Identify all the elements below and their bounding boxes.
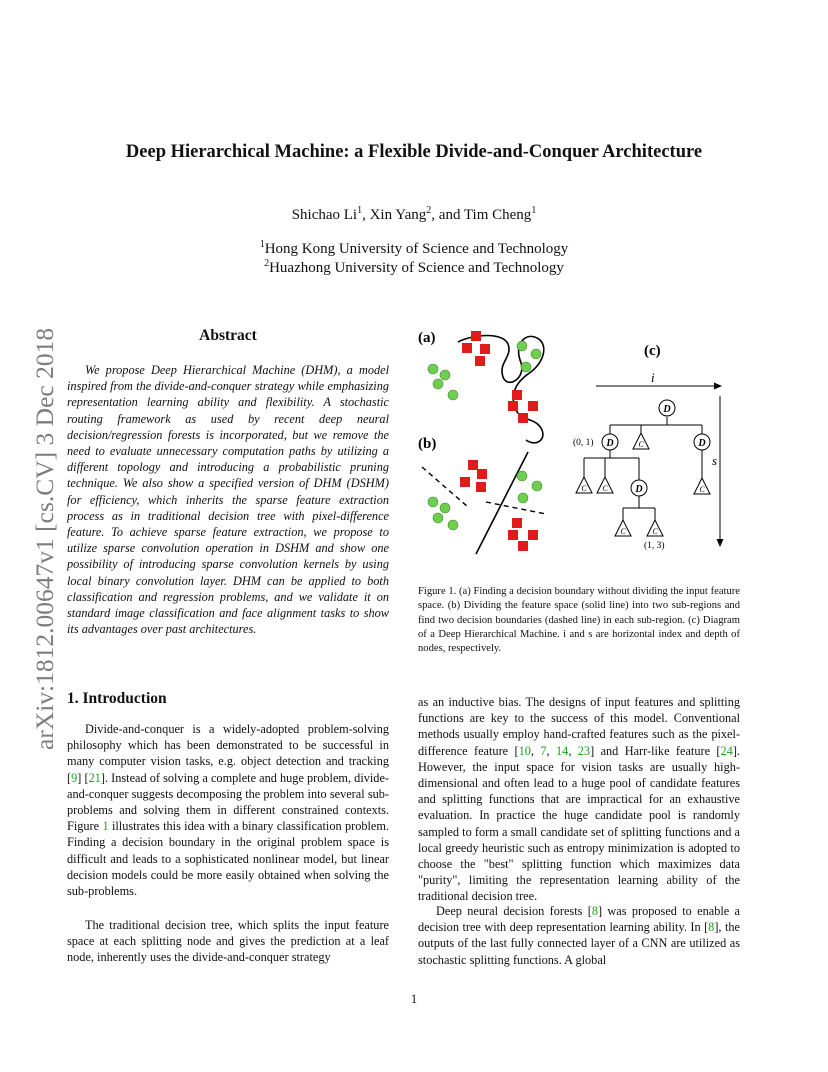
decision-node xyxy=(631,480,647,496)
citation-link[interactable]: 24 xyxy=(720,743,733,758)
text-run: Deep neural decision forests [ xyxy=(436,904,592,918)
decision-node-root xyxy=(659,400,675,416)
citation-link[interactable]: 8 xyxy=(708,920,715,935)
classifier-node-13 xyxy=(647,520,663,536)
classifier-node xyxy=(597,477,613,493)
axis-i-label: i xyxy=(651,370,655,385)
author-3: , and Tim Cheng xyxy=(431,207,532,223)
affiliation-1-marker: 1 xyxy=(259,239,265,250)
figure-1 xyxy=(418,322,748,557)
text-run: ]. However, the input space for vision tasks are usually high-dimensional and often lead to a huge pool of candidate features and splitting functions that are impractical for an exhaustive evaluation. In practice the huge candidate pool is randomly sampled to form a small candidate set of splitting functions and a local greedy heuristic such as entropy minimization is adopted to choose the "best" splitting function which maximizes data "purity", limiting the representation learning ability of the traditional decision tree. xyxy=(418,743,740,904)
decision-node xyxy=(694,434,710,450)
square-marker xyxy=(462,343,472,353)
text-run: ] was proposed to enable a decision tree with deep representation learning ability. In [ xyxy=(418,904,741,935)
axis-i-arrowhead xyxy=(714,383,722,390)
author-1: Shichao Li xyxy=(291,207,358,223)
intro-paragraph-right-1: as an inductive bias. The designs of input features and splitting functions are key to the success of this model. Conventional methods usually employ hand-crafted features such as the pixel-difference feature [10, 7, 14, 23] and Harr-like feature [24]. However, the input space for vision tasks are usually high-dimensional and often lead to a huge pool of candidate features and splitting functions that are impractical for an exhaustive evaluation. In practice the huge candidate pool is randomly sampled to form a small candidate set of splitting functions and a local greedy heuristic such as entropy minimization is adopted to choose the "best" splitting function which maximizes data "purity", limiting the representation learning ability of the traditional decision tree. xyxy=(418,695,740,904)
figure-caption: Figure 1. (a) Finding a decision boundary without dividing the input feature space. (b) Dividing the feature space (solid line) into two sub-regions and find two decision boundaries (dashed line) in each sub-region. (c) Diagram of a Deep Hierarchical Machine. i and s are horizontal index and depth of nodes, respectively. xyxy=(418,586,740,655)
affiliation-2 xyxy=(0,260,828,277)
circle-marker xyxy=(428,497,438,507)
author-2-affil: 2 xyxy=(426,205,432,216)
text-run: as an inductive bias. The designs of input features and splitting functions are key to the success of this model. Conventional methods usually employ hand-crafted features such as the pixel-difference feature [ xyxy=(418,695,740,758)
classifier-node xyxy=(633,433,649,449)
circle-marker xyxy=(440,503,450,513)
square-marker xyxy=(528,401,538,411)
page-number: 1 xyxy=(410,992,418,1006)
axis-s-label: s xyxy=(712,453,718,468)
square-marker xyxy=(468,460,478,470)
square-marker xyxy=(528,530,538,540)
node-label: D xyxy=(635,484,643,495)
tree-edges xyxy=(584,417,702,520)
circle-marker xyxy=(532,481,542,491)
node-label: C xyxy=(581,484,587,493)
class-circles-b xyxy=(428,471,542,530)
node-label: C xyxy=(699,485,705,494)
square-marker xyxy=(477,469,487,479)
figure-link[interactable]: 1 xyxy=(102,819,109,834)
axis-s-arrowhead xyxy=(717,539,724,547)
coord-label-01: (0, 1) xyxy=(573,438,594,448)
affiliation-2-marker: 2 xyxy=(264,258,270,269)
author-3-affil: 1 xyxy=(531,205,537,216)
citation-link[interactable]: 23 xyxy=(577,743,591,758)
classifier-node xyxy=(615,520,631,536)
intro-paragraph-right-2 xyxy=(418,903,740,968)
label-b: (b) xyxy=(418,436,437,452)
affiliation-1 xyxy=(0,241,828,258)
citation-link[interactable]: 14 xyxy=(556,743,569,758)
citation-link[interactable]: 7 xyxy=(540,743,547,758)
circle-marker xyxy=(433,513,443,523)
intro-paragraph-1: Divide-and-conquer is a widely-adopted problem-solving philosophy which has been demonstrated to be successful in many computer vision tasks, e.g. object detection and tracking [9] [21]. Instead of solving a complete and huge problem, divide-and-conquer suggests decomposing the problem into several sub-problems and solving them in different constrained contexts. Figure 1 illustrates this idea with a binary classification problem. Finding a decision boundary in the original problem space is difficult and leads to a sophisticated nonlinear model, but linear decision models could be more easily obtained when solving the sub-problems. xyxy=(67,722,389,899)
author-1-affil: 1 xyxy=(357,205,363,216)
classifier-node xyxy=(576,477,592,493)
arxiv-stamp: arXiv:1812.00647v1 [cs.CV] 3 Dec 2018 xyxy=(30,327,59,750)
author-2: , Xin Yang xyxy=(362,207,427,223)
circle-marker xyxy=(531,349,541,359)
node-label: C xyxy=(638,440,644,449)
text-run: ] and Harr-like feature [ xyxy=(590,743,721,758)
circle-marker xyxy=(448,390,458,400)
node-label: D xyxy=(698,438,706,449)
node-label: C xyxy=(602,484,608,493)
coord-label-13: (1, 3) xyxy=(644,541,665,551)
citation-link[interactable]: 9 xyxy=(71,770,78,785)
section-heading: 1. Introduction xyxy=(67,690,167,707)
text-run: ], the outputs of the last fully connected layer of a CNN are utilized as stochastic splitting functions. A global xyxy=(418,920,740,967)
circle-marker xyxy=(448,520,458,530)
square-marker xyxy=(460,477,470,487)
text-run: Divide-and-conquer is a widely-adopted problem-solving philosophy which has been demonstrated to be successful in many computer vision tasks, e.g. object detection and tracking xyxy=(67,722,389,769)
square-marker xyxy=(475,356,485,366)
node-label: C xyxy=(652,527,658,536)
paper-title: Deep Hierarchical Machine: a Flexible Divide-and-Conquer Architecture xyxy=(125,142,703,162)
affiliation-2-name: Huazhong University of Science and Technology xyxy=(269,260,564,276)
node-label: C xyxy=(620,527,626,536)
square-marker xyxy=(508,530,518,540)
square-marker xyxy=(476,482,486,492)
square-marker xyxy=(471,331,481,341)
square-marker xyxy=(518,413,528,423)
dashed-boundary-right xyxy=(486,502,546,514)
citation-link[interactable]: 10 xyxy=(518,743,531,758)
text-run: illustrates this idea with a binary classification problem. Finding a decision boundary in the original problem space is difficult and leads to a sophisticated nonlinear model, but linear decision models could be more easily obtained when solving the sub-problems. xyxy=(67,819,389,899)
circle-marker xyxy=(518,493,528,503)
decision-node-01 xyxy=(602,434,618,450)
circle-marker xyxy=(517,471,527,481)
circle-marker xyxy=(428,364,438,374)
circle-marker xyxy=(440,370,450,380)
node-label: D xyxy=(606,438,614,449)
circle-marker xyxy=(517,341,527,351)
square-marker xyxy=(512,518,522,528)
circle-marker xyxy=(433,379,443,389)
intro-paragraph-2: The traditional decision tree, which splits the input feature space at each splitting node and gives the prediction at a leaf node, inherently uses the divide-and-conquer strategy xyxy=(67,918,389,965)
citation-link[interactable]: 21 xyxy=(88,770,101,785)
author-list xyxy=(0,207,828,224)
circle-marker xyxy=(521,362,531,372)
label-a: (a) xyxy=(418,330,436,346)
citation-link[interactable]: 8 xyxy=(591,904,598,918)
square-marker xyxy=(518,541,528,551)
abstract-heading: Abstract xyxy=(199,327,257,344)
abstract-text: We propose Deep Hierarchical Machine (DHM), a model inspired from the divide-and-conquer strategy while emphasizing representation learning ability and flexibility. A stochastic routing framework as used by recent deep neural decision/regression forests is incorporated, but we remove the need to evaluate unnecessary computation paths by utilizing a different topology and introducing a probabilistic pruning technique. We also show a specified version of DHM (DSHM) for efficiency, which inherits the sparse feature extraction process as in traditional decision tree with pixel-difference feature. To achieve sparse feature extraction, we propose to utilize sparse convolution operation in DSHM and show one possibility of introducing sparse convolution kernels by using local binary convolution layer. DHM can be applied to both classification and regression problems, and we validate it on standard image classification and face alignment tasks to show its advantages over past architectures. xyxy=(67,363,389,637)
classifier-node xyxy=(694,478,710,494)
node-label: D xyxy=(663,404,671,415)
affiliation-1-name: Hong Kong University of Science and Technology xyxy=(264,241,569,257)
square-marker xyxy=(508,401,518,411)
solid-split-line xyxy=(476,452,528,554)
label-c: (c) xyxy=(644,343,661,359)
square-marker xyxy=(512,390,522,400)
text-run: . Instead of solving a complete and huge problem, divide-and-conquer suggests decomposing the problem into several sub-problems and solving them in different constrained contexts. Figure xyxy=(67,770,389,834)
square-marker xyxy=(480,344,490,354)
